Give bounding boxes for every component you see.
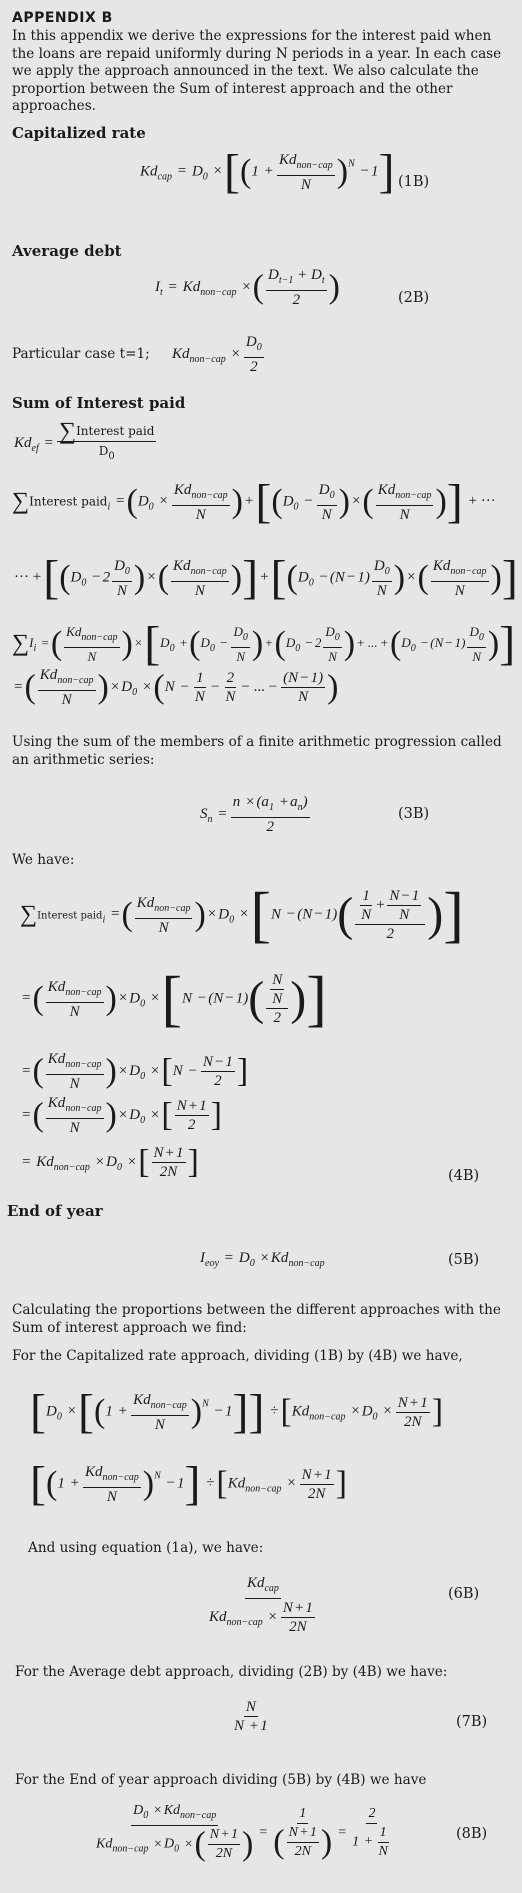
equation-label-2b: (2B) [398, 290, 430, 306]
equation-sum-expansion-2: ··· $+[(D_0 - 2$ $\frac{D_0}{N}$ ) ×( $\frac{Kd_{non-cap}}{N}$ )] $+[(D_0 - (N - 1)$ $\frac{D_0}{N}$ ) ×( $\frac{Kd_{non-cap}}{N}$ )] [14, 551, 518, 604]
equation-label-1b: (1B) [398, 174, 430, 190]
arithmetic-series-text: Using the sum of the members of a finite arithmetic progression called an arithmetic series: [12, 734, 502, 768]
section-sum-of-interest: Sum of Interest paid [12, 394, 186, 412]
section-capitalized-rate: Capitalized rate [12, 124, 146, 142]
equation-1a-text: And using equation (1a), we have: [28, 1540, 264, 1556]
equation-label-5b: (5B) [448, 1252, 480, 1268]
equation-4b-step2: =( $\frac{Kd_{non-cap}}{N}$ ) × $D_0 \times[N - (N - 1)$( $\frac{\frac{N}{N}}{2}$ )] [22, 965, 327, 1033]
equation-1b: $Kd_{cap} = D_0 \times[(1$ + $\frac{Kd_{non-cap}}{N}$ )$^N$ − 1] [140, 145, 395, 198]
equation-4b-final: = $Kd_{non-cap} \times D_0$ ×[ $\frac{N + 1}{2N}$ ] [22, 1143, 199, 1181]
equation-4b-step1: ∑Interest paid$_i$ =( $\frac{Kd_{non-cap}}{N}$ ) × $D_0 \times[N - (N - 1)$( $\frac{1}{N}$ + $\frac{N - 1}{N}$ 2 )] [20, 881, 464, 949]
equation-6b: $Kd_{cap}$ $Kd_{non-cap}$ × $\frac{N + 1}{2N}$ [209, 1575, 313, 1635]
equation-2b: $I_t = Kd_{non-cap}$ ×( $\frac{D_{t-1} + D_t}{2}$ ) [155, 267, 340, 308]
particular-case-text: Particular case t=1; [12, 346, 150, 362]
equation-kd-ef: $Kd_{ef}$ = $\frac{\text{∑Interest paid}}{D_0}$ [14, 418, 155, 462]
equation-label-6b: (6B) [448, 1586, 480, 1602]
we-have-text: We have: [12, 852, 75, 868]
equation-label-8b: (8B) [456, 1826, 488, 1842]
average-division-text: For the Average debt approach, dividing (2B) by (4B) we have: [15, 1664, 448, 1680]
proportions-text: Calculating the proportions between the different approaches with the Sum of interest approach we find: [12, 1302, 501, 1336]
equation-4b-step4: =( $\frac{Kd_{non-cap}}{N}$ ) × $D_0$ ×[ $\frac{N + 1}{2}$ ] [22, 1095, 222, 1136]
equation-sum-expansion-4: =( $\frac{Kd_{non-cap}}{N}$ ) × $D_0 \times(N$ − $\frac{1}{N}$ − $\frac{2}{N}$ − ... − $\frac{(N - 1)}{N}$ ) [14, 667, 339, 708]
equation-cap-ratio-1: [$D_0 \times[(1$ + $\frac{Kd_{non-cap}}{N}$ )$^N - 1]] \div[Kd_{non-cap} \times D_0$ × $\frac{N + 1}{2N}$ ] [30, 1385, 444, 1438]
equation-sum-expansion-1: ∑Interest paid$_i$ $=(D_0$ × $\frac{Kd_{non-cap}}{N}$ ) $+[(D_0$ − $\frac{D_0}{N}$ ) ×( $\frac{Kd_{non-cap}}{N}$ )] + ··· [12, 475, 496, 528]
equation-4b-step3: =( $\frac{Kd_{non-cap}}{N}$ ) × $D_0 \times[N$ − $\frac{N - 1}{2}$ ] [22, 1051, 249, 1092]
appendix-title: APPENDIX B [12, 10, 113, 26]
equation-label-3b: (3B) [398, 806, 430, 822]
intro-paragraph: In this appendix we derive the expressions for the interest paid when the loans are repaid uniformly during N periods in a year. In each case we apply the approach announced in the text. We also calculate the proportion between the Sum of interest approach and the other approaches. [12, 28, 502, 114]
equation-sum-expansion-3: $\sum I_i$ =( $\frac{Kd_{non-cap}}{N}$ ) $\times[D_0 +(D_0$ − $\frac{D_0}{N}$ ) $+(D_0 - 2$ $\frac{D_0}{N}$ ) + ... $+(D_0 - (N - 1)$ $\frac{D_0}{N}$ )] [12, 617, 516, 670]
equation-8b: $D_0 \times Kd_{non-cap}$ $Kd_{non-cap} \times D_0$ ×( $\frac{N + 1}{2N}$ ) = 1 ( $\frac{N + 1}{2N}$ ) = 2 1 + $\frac{1}{N}$ [96, 1803, 388, 1863]
section-average-debt: Average debt [12, 242, 122, 260]
section-end-of-year: End of year [7, 1202, 103, 1220]
equation-particular-case: $Kd_{non-cap}$ × $\frac{D_0}{2}$ [172, 334, 262, 375]
end-of-year-division-text: For the End of year approach dividing (5B) by (4B) we have [15, 1772, 427, 1788]
equation-5b: $I_{eoy} = D_0 \times Kd_{non-cap}$ [200, 1250, 325, 1269]
equation-label-4b: (4B) [448, 1168, 480, 1184]
equation-7b: $\frac{N}{N + 1}$ [234, 1699, 268, 1734]
equation-cap-ratio-2: [(1 + $\frac{Kd_{non-cap}}{N}$ )$^N - 1] \div[Kd_{non-cap}$ × $\frac{N + 1}{2N}$ ] [30, 1457, 347, 1510]
equation-label-7b: (7B) [456, 1714, 488, 1730]
capitalized-division-text: For the Capitalized rate approach, dividing (1B) by (4B) we have, [12, 1348, 463, 1364]
equation-3b: $S_n$ = $\frac{n \times (a_1 + a_n)}{2}$ [200, 794, 308, 835]
